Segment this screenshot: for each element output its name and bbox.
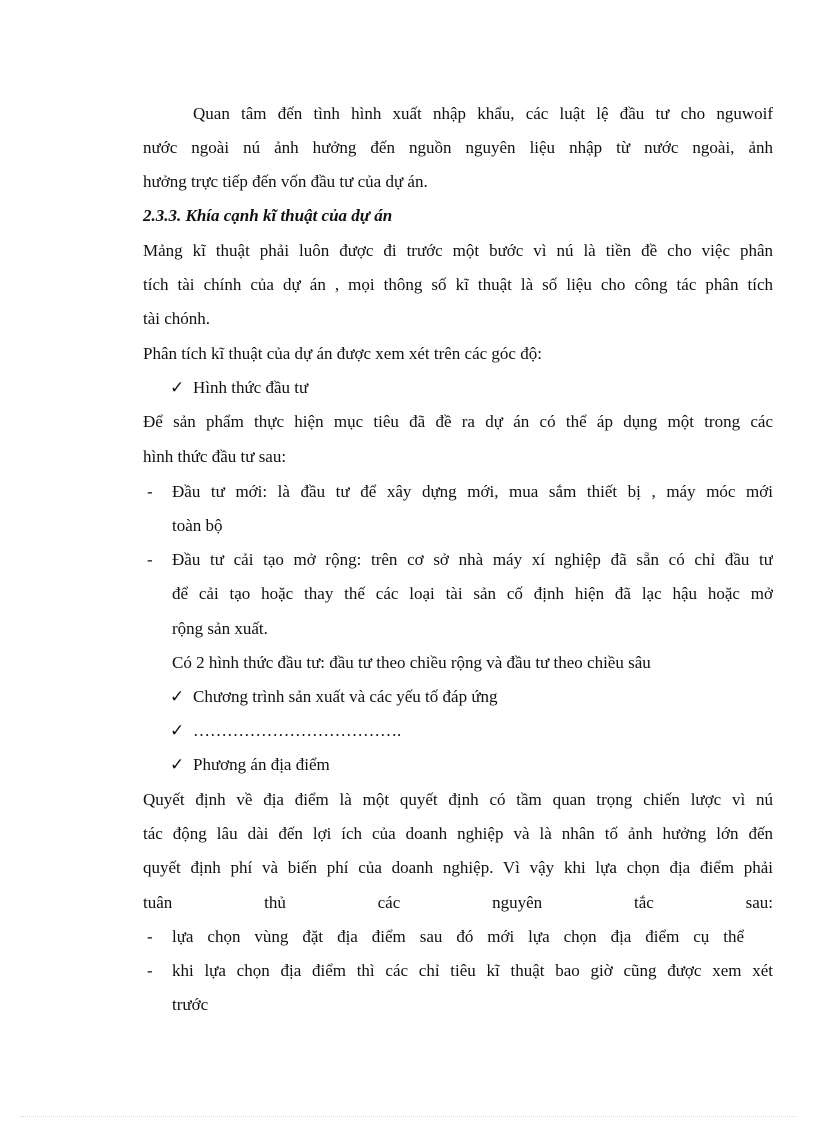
check-mark-icon: ✓ [170, 378, 185, 397]
check-item-investment-form: Hình thức đầu tư [193, 378, 309, 397]
check-item-ellipsis: ………………………………. [193, 721, 402, 740]
paragraph-3: Phân tích kĩ thuật của dự án được xem xét trên các góc độ: [143, 344, 542, 363]
page-bottom-divider [20, 1116, 796, 1117]
dash-bullet-icon: - [147, 961, 153, 980]
check-item-location-plan: Phương án địa điểm [193, 755, 330, 774]
paragraph-1-line-1: Quan tâm đến tình hình xuất nhập khẩu, các luật lệ đầu tư cho nguwoif [193, 104, 773, 123]
check-mark-icon: ✓ [170, 687, 185, 706]
check-item-production-program: Chương trình sản xuất và các yếu tố đáp ứng [193, 687, 498, 706]
paragraph-1-line-2: nước ngoài nú ảnh hưởng đến nguồn nguyên liệu nhập từ nước ngoài, ảnh [143, 138, 773, 157]
paragraph-2-line-2: tích tài chính của dự án , mọi thông số kĩ thuật là số liệu cho công tác phân tích [143, 275, 773, 294]
paragraph-1-line-3: hưởng trực tiếp đến vốn đầu tư của dự án. [143, 172, 428, 191]
dash-bullet-icon: - [147, 482, 153, 501]
paragraph-6-line-3: quyết định phí và biến phí của doanh nghiệp. Vì vậy khi lựa chọn địa điểm phải [143, 858, 773, 877]
bullet-4-line-1: khi lựa chọn địa điểm thì các chỉ tiêu kĩ thuật bao giờ cũng được xem xét [172, 961, 773, 980]
section-heading: 2.3.3. Khía cạnh kĩ thuật của dự án [143, 206, 393, 225]
bullet-2-line-3: rộng sản xuất. [172, 619, 268, 638]
bullet-4-line-2: trước [172, 995, 209, 1014]
bullet-1-line-1: Đầu tư mới: là đầu tư để xây dựng mới, mua sắm thiết bị , máy móc mới [172, 482, 773, 501]
paragraph-4-line-2: hình thức đầu tư sau: [143, 447, 287, 466]
bullet-2-line-2: để cải tạo hoặc thay thế các loại tài sản cố định hiện đã lạc hậu hoặc mở [172, 584, 773, 603]
bullet-1-line-2: toàn bộ [172, 516, 223, 535]
paragraph-6-line-1: Quyết định về địa điểm là một quyết định có tầm quan trọng chiến lược vì nú [143, 790, 773, 809]
paragraph-2-line-3: tài chónh. [143, 309, 211, 328]
paragraph-4-line-1: Để sản phẩm thực hiện mục tiêu đã đề ra dự án có thể áp dụng một trong các [143, 412, 773, 431]
bullet-2-line-1: Đầu tư cải tạo mở rộng: trên cơ sở nhà máy xí nghiệp đã sẵn có chỉ đầu tư [172, 550, 773, 569]
bullet-3: lựa chọn vùng đặt địa điểm sau đó mới lựa chọn địa điểm cụ thể [172, 927, 744, 946]
paragraph-5: Có 2 hình thức đầu tư: đầu tư theo chiều rộng và đầu tư theo chiều sâu [172, 653, 651, 672]
paragraph-6-line-4: tuân thủ các nguyên tắc sau: [143, 893, 773, 912]
check-mark-icon: ✓ [170, 755, 185, 774]
dash-bullet-icon: - [147, 550, 153, 569]
paragraph-6-line-2: tác động lâu dài đến lợi ích của doanh nghiệp và là nhân tố ảnh hưởng lớn đến [143, 824, 773, 843]
dash-bullet-icon: - [147, 927, 153, 946]
check-mark-icon: ✓ [170, 721, 185, 740]
paragraph-2-line-1: Mảng kĩ thuật phải luôn được đi trước một bước vì nú là tiền đề cho việc phân [143, 241, 773, 260]
